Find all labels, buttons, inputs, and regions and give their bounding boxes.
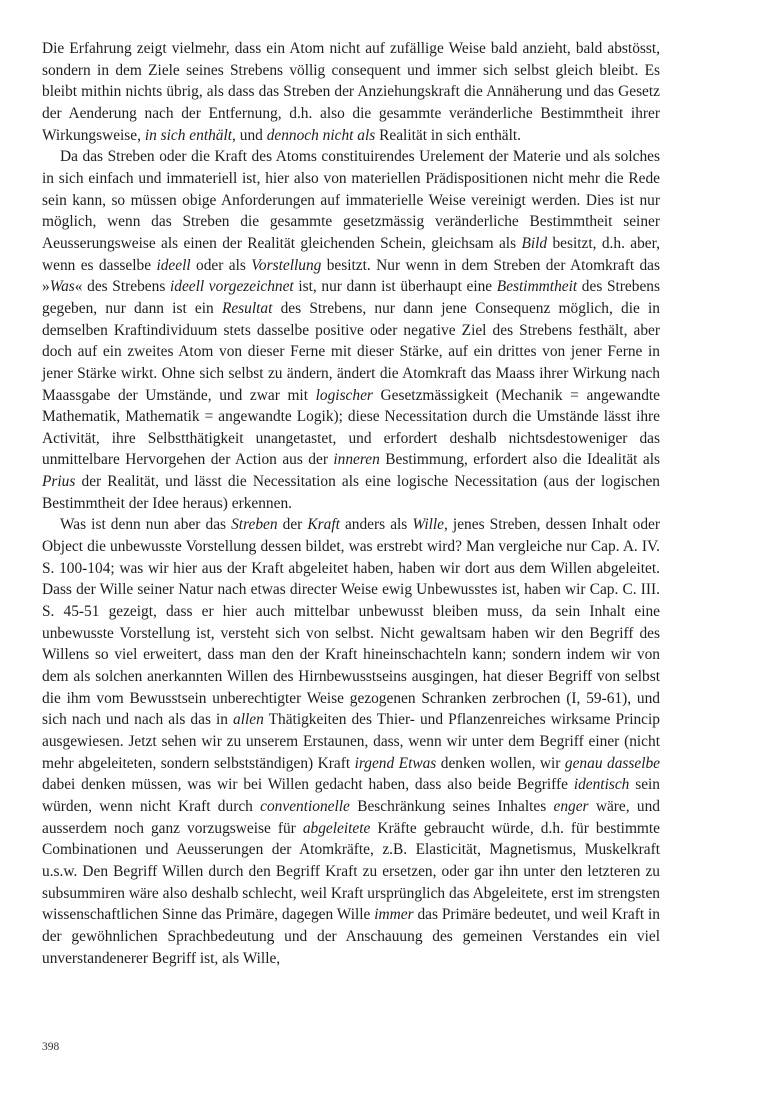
text-run: anders als bbox=[339, 516, 413, 534]
italic-run: Bild bbox=[521, 234, 548, 252]
page-number: 398 bbox=[42, 1041, 60, 1053]
italic-run: in sich enthält bbox=[144, 126, 233, 144]
italic-run: Streben bbox=[231, 516, 278, 534]
text-run: Realität in sich enthält. bbox=[375, 126, 522, 144]
italic-run: conventionelle bbox=[260, 797, 350, 815]
text-run: Gesetzmässigkeit (Mechanik = angewandte Mathematik, Mathematik = angewandte Logik); diese Necessitation durch die Umstände lässt ihre Activität, ihre Selbstthätigkeit unangetastet, und erfordert deshalb nichtsdestoweniger das unmittelbare Hervorgehen der Action aus der bbox=[42, 386, 660, 469]
italic-run: Kraft bbox=[307, 516, 340, 534]
text-run: besitzt, d.h. aber, wenn es dasselbe bbox=[42, 234, 660, 274]
text-run: wäre, und ausserdem noch ganz vorzugsweise für bbox=[42, 797, 660, 837]
text-run: Was ist denn nun aber das bbox=[60, 516, 232, 534]
text-run: des Strebens gegeben, nur dann ist ein bbox=[42, 278, 660, 317]
text-run: , und bbox=[232, 126, 267, 144]
italic-run: identisch bbox=[573, 776, 630, 794]
italic-run: Prius bbox=[42, 473, 76, 491]
text-run: dabei denken müssen, was wir bei Willen gedacht haben, dass also beide Begriffe bbox=[42, 776, 574, 794]
text-run: Bestimmung, erfordert also die Idealität als bbox=[379, 451, 660, 469]
italic-run: enger bbox=[553, 797, 589, 815]
text-run: sein würden, wenn nicht Kraft durch bbox=[42, 776, 661, 815]
text-run: Beschränkung seines Inhaltes bbox=[349, 797, 554, 815]
text-run: das Primäre bedeutet, und weil Kraft in der gewöhnlichen Sprachbedeutung und der Anschauung des gemeinen Verstandes ein viel unverstandenerer Begriff ist, als Wille, bbox=[42, 906, 660, 967]
page-body bbox=[42, 38, 660, 969]
italic-run: Wille bbox=[412, 516, 445, 534]
italic-run: immer bbox=[374, 906, 414, 924]
italic-run: Was bbox=[49, 278, 75, 296]
italic-run: ideell bbox=[156, 256, 191, 274]
paragraph-2 bbox=[42, 146, 660, 514]
italic-run: Resultat bbox=[221, 299, 273, 317]
text-run: , jenes Streben, dessen Inhalt oder Object die unbewusste Vorstellung dessen bildet, was erstrebt wird? Man vergleiche nur Cap. A. IV. S. 100-104; was wir hier aus der Kraft abgeleitet haben, haben wir dort aus dem Willen abgeleitet. Dass der Wille seiner Natur nach etwas directer Weise ewig Unbewusstes ist, haben wir Cap. C. III. S. 45-51 gezeigt, dass er hier auch mittelbar unbewusst bleiben muss, da sein Inhalt eine unbewusste Vorstellung ist, versteht sich von selbst. Nicht gewaltsam haben wir den Begriff des Willens so viel erweitert, dass man den der Kraft hineinschachteln kann; sondern indem wir von dem als solchen anerkannten Willen des Hirnbewusstseins ausgingen, hat dieser Begriff von selbst die ihm vom Bewusstsein unberechtigter Weise gezogenen Schranken zerbrochen (I, 59-61), und sich nach und nach als das in bbox=[42, 516, 660, 729]
text-run: Da das Streben oder die Kraft des Atoms constituirendes Urelement der Materie und als solches in sich einfach und immateriell ist, hier also von materiellen Prädispositionen nicht mehr die Rede sein kann, so müssen obige Anforderungen auf immaterielle Weise vereinigt werden. Dies ist nur möglich, wenn das Streben die gesammte gesetzmässig veränderliche Bestimmtheit seiner Aeusserungsweise als einen der Realität gleichenden Schein, gleichsam als bbox=[42, 148, 660, 252]
paragraph-1 bbox=[42, 38, 660, 146]
text-run: denken wollen, wir bbox=[436, 754, 565, 772]
italic-run: logischer bbox=[315, 386, 373, 404]
italic-run: dennoch nicht als bbox=[266, 126, 376, 144]
italic-run: irgend Etwas bbox=[354, 754, 437, 772]
italic-run: abgeleitete bbox=[302, 819, 371, 837]
text-run: Die Erfahrung zeigt vielmehr, dass ein Atom nicht auf zufällige Weise bald anzieht, bald abstösst, sondern in dem Ziele seines Strebens völlig consequent und immer sich selbst gleich bleibt. Es bleibt mithin nichts übrig, als dass das Streben der Anziehungskraft die Annäherung und das Gesetz der Aenderung nach der Entfernung, d.h. also die gesammte veränderliche Bestimmtheit ihrer Wirkungsweise, bbox=[42, 40, 660, 144]
text-run: Thätigkeiten des Thier- und Pflanzenreiches wirksame Princip ausgewiesen. Jetzt sehen wir zu unserem Erstaunen, dass, wenn wir unter dem Begriff einer (nicht mehr abgeleiteten, sondern selbstständigen) Kraft bbox=[42, 711, 660, 772]
text-run: « des Strebens bbox=[74, 278, 170, 296]
italic-run: Bestimmtheit bbox=[496, 278, 578, 296]
text-run: der bbox=[277, 516, 308, 534]
italic-run: genau dasselbe bbox=[564, 754, 660, 772]
italic-run: Vorstellung bbox=[251, 256, 322, 274]
italic-run: allen bbox=[233, 711, 264, 729]
text-run: der Realität, und lässt die Necessitation als eine logische Necessitation (aus der logischen Bestimmtheit der Idee heraus) erkennen. bbox=[42, 473, 660, 512]
text-run: Kräfte gebraucht würde, d.h. für bestimmte Combinationen und Aeusserungen der Atomkräfte, z.B. Elasticität, Magnetismus, Muskelkraft u.s.w. Den Begriff Willen durch den Begriff Kraft zu ersetzen, oder gar ihn unter den letzteren zu subsummiren wäre also deshalb schlecht, weil Kraft ursprünglich das Abgeleitete, erst im strengsten wissenschaftlichen Sinne das Primäre, dagegen Wille bbox=[42, 819, 660, 924]
italic-run: ideell vorgezeichnet bbox=[169, 278, 294, 296]
text-run: des Strebens, nur dann jene Consequenz möglich, die in demselben Kraftindividuum stets dasselbe positive oder negative Ziel des Strebens festhält, aber doch auf ein zweites Atom von dieser Ferne mit dieser Stärke, auf ein drittes von jener Ferne in jener Stärke wirkt. Ohne sich selbst zu ändern, ändert die Atomkraft das Maass ihrer Wirkung nach Maassgabe der Umstände, und zwar mit bbox=[42, 299, 660, 404]
paragraph-3 bbox=[42, 514, 660, 969]
text-run: oder als bbox=[190, 256, 252, 274]
text-run: ist, nur dann ist überhaupt eine bbox=[293, 278, 497, 296]
text-run: besitzt. Nur wenn in dem Streben der Atomkraft das » bbox=[42, 256, 660, 296]
italic-run: inneren bbox=[333, 451, 380, 469]
